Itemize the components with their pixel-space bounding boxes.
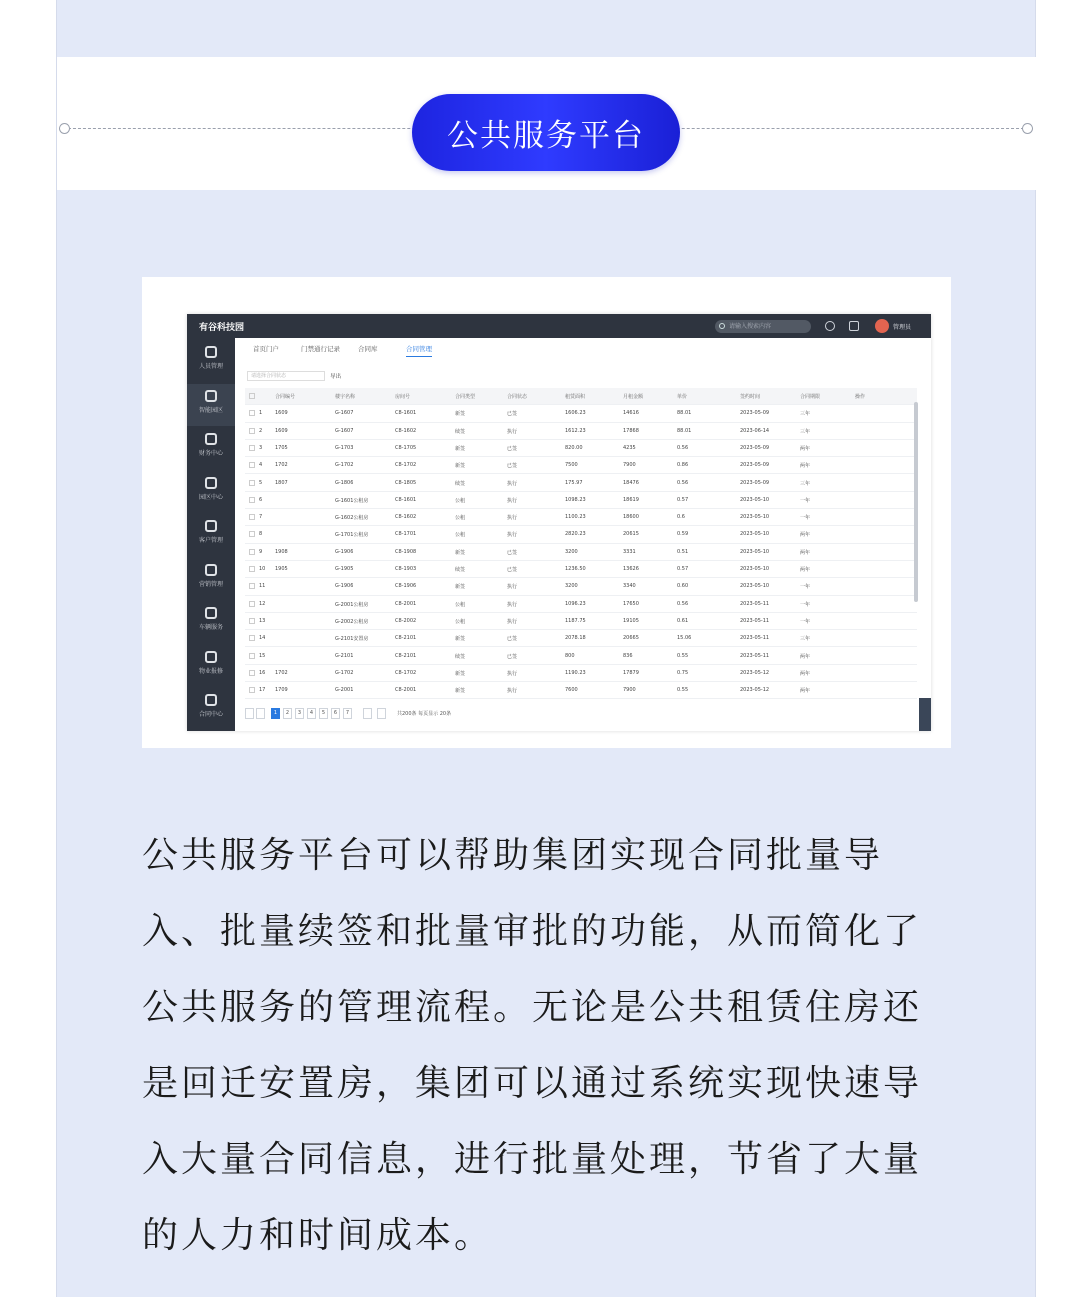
table-cell: 2023-05-12 <box>740 669 770 676</box>
table-cell: 0.60 <box>677 583 689 590</box>
table-cell: 新签 <box>455 636 466 643</box>
table-cell: C8-1602 <box>395 514 417 521</box>
page-button[interactable]: 7 <box>343 708 352 719</box>
table-cell: C8-1702 <box>395 462 417 469</box>
table-cell: 两年 <box>800 445 811 452</box>
search-icon <box>719 323 725 329</box>
table-cell: C8-2101 <box>395 635 417 642</box>
sidebar-item[interactable] <box>187 471 235 513</box>
row-index: 15 <box>259 652 266 659</box>
table-row[interactable] <box>245 665 917 682</box>
table-cell: 7500 <box>565 462 578 469</box>
row-checkbox[interactable] <box>249 583 255 589</box>
table-cell: G-1601公租房 <box>335 497 369 504</box>
table-cell: 公租 <box>455 618 466 625</box>
table-cell: 新签 <box>455 411 466 418</box>
row-checkbox[interactable] <box>249 445 255 451</box>
column-header[interactable]: 合同状态 <box>507 394 528 400</box>
table-cell: 一年 <box>800 515 811 522</box>
table-cell: G-1602公租房 <box>335 515 369 522</box>
table-cell: 3331 <box>623 548 636 555</box>
table-cell: 15.06 <box>677 635 692 642</box>
sidebar-item-label: 车辆服务 <box>198 624 223 631</box>
description-line: 公共服务的管理流程。无论是公共租赁住房还 <box>142 987 923 1028</box>
table-cell: 执行 <box>507 497 518 504</box>
column-header[interactable]: 租赁面积 <box>565 394 586 400</box>
select-all-checkbox[interactable] <box>249 393 255 399</box>
table-cell: 两年 <box>800 532 811 539</box>
row-checkbox[interactable] <box>249 635 255 641</box>
row-index: 16 <box>259 669 266 676</box>
next-page-button[interactable] <box>363 708 372 719</box>
table-cell: G-2001公租房 <box>335 601 369 608</box>
sidebar-item-label: 园区中心 <box>198 493 223 501</box>
row-index: 2 <box>259 427 263 434</box>
table-cell: G-1905 <box>335 566 354 572</box>
table-cell: 2023-06-14 <box>740 427 770 434</box>
column-header[interactable]: 合同期限 <box>800 394 821 400</box>
table-cell: 18619 <box>623 496 639 503</box>
page-button[interactable]: 6 <box>331 708 340 719</box>
table-cell: 已签 <box>507 636 518 643</box>
table-cell: 新签 <box>455 688 466 695</box>
table-cell: 1609 <box>275 427 288 434</box>
table-cell: 0.55 <box>677 652 689 659</box>
table-cell: 0.55 <box>677 687 689 694</box>
sidebar-item[interactable] <box>187 688 235 730</box>
row-index: 10 <box>259 566 266 572</box>
search-placeholder: 请输入搜索内容 <box>729 323 772 330</box>
table-cell: 2023-05-11 <box>740 635 770 642</box>
table-cell: 0.61 <box>677 617 689 624</box>
table-cell: 1709 <box>275 687 288 694</box>
row-index: 7 <box>259 514 263 521</box>
app-logo: 有谷科技园 <box>199 323 245 333</box>
table-cell: 执行 <box>507 688 518 695</box>
sidebar-item-icon <box>205 346 217 358</box>
table-cell: 2023-05-09 <box>740 444 770 451</box>
table-cell: 1098.23 <box>565 496 586 503</box>
table-cell: 2078.18 <box>565 635 586 642</box>
sidebar-item[interactable] <box>187 601 235 643</box>
sidebar-item-label: 财务中心 <box>198 450 223 457</box>
table-cell: 820.00 <box>565 444 583 451</box>
column-header[interactable]: 签约时间 <box>740 394 761 400</box>
row-index: 17 <box>259 687 266 694</box>
table-cell: 一年 <box>800 601 811 608</box>
table-cell: 2023-05-10 <box>740 583 770 590</box>
first-page-button[interactable] <box>256 708 265 719</box>
last-page-button[interactable] <box>377 708 386 719</box>
table-cell: 2023-05-09 <box>740 462 770 469</box>
table-cell: 新签 <box>455 445 466 452</box>
table-cell: 17650 <box>623 600 639 607</box>
row-checkbox[interactable] <box>249 480 255 486</box>
table-cell: 公租 <box>455 532 466 539</box>
table-row[interactable] <box>245 630 917 647</box>
avatar[interactable] <box>875 319 889 333</box>
table-cell: 20665 <box>623 635 639 642</box>
table-cell: 0.86 <box>677 462 689 469</box>
table-cell: 已签 <box>507 653 518 660</box>
table-row[interactable] <box>245 423 917 440</box>
page-button[interactable]: 1 <box>271 708 280 719</box>
fullscreen-icon[interactable] <box>849 321 859 331</box>
row-checkbox[interactable] <box>249 514 255 520</box>
table-cell: 836 <box>623 652 633 659</box>
table-cell: G-1906 <box>335 548 354 555</box>
table-cell: 7900 <box>623 462 636 469</box>
section-title-pill: 公共服务平台 <box>412 94 680 171</box>
table-cell: 执行 <box>507 428 518 435</box>
table-cell: 一年 <box>800 497 811 504</box>
table-cell: 两年 <box>800 567 811 573</box>
row-index: 1 <box>259 410 263 417</box>
table-cell: 续签 <box>455 480 466 487</box>
table-cell: 2023-05-09 <box>740 410 770 417</box>
table-row[interactable] <box>245 405 917 422</box>
column-header[interactable]: 合同类型 <box>455 394 476 400</box>
table-cell: 2023-05-10 <box>740 496 770 503</box>
table-cell: 三年 <box>800 411 811 418</box>
table-cell: 7900 <box>623 687 636 694</box>
sidebar-item-icon <box>205 433 217 445</box>
table-cell: 175.97 <box>565 479 583 486</box>
table-cell: 三年 <box>800 636 811 643</box>
table-cell: G-1806 <box>335 479 354 486</box>
table-cell: 0.56 <box>677 479 689 486</box>
table-cell: C8-1906 <box>395 583 417 590</box>
table-row[interactable] <box>245 578 917 595</box>
table-cell: 1905 <box>275 566 288 572</box>
article-page <box>56 0 1036 1297</box>
table-row[interactable] <box>245 613 917 630</box>
page-button[interactable]: 2 <box>283 708 292 719</box>
table-cell: 2023-05-11 <box>740 617 770 624</box>
sidebar-item-label: 营销管理 <box>198 580 223 588</box>
pagination-info: 共200条 每页显示 20条 <box>397 711 452 717</box>
column-header[interactable]: 单价 <box>677 394 688 400</box>
row-checkbox[interactable] <box>249 566 255 572</box>
table-cell: G-1702 <box>335 669 354 676</box>
sidebar-item[interactable] <box>187 384 235 426</box>
table-cell: G-1701公租房 <box>335 532 369 539</box>
table-cell: C8-1805 <box>395 479 417 486</box>
table-cell: 执行 <box>507 515 518 522</box>
table-cell: C8-1705 <box>395 444 417 451</box>
tab-item[interactable]: 合同库 <box>358 345 378 353</box>
table-cell: 1606.23 <box>565 410 586 417</box>
table-cell: 公租 <box>455 497 466 504</box>
table-cell: 19105 <box>623 617 639 624</box>
status-filter[interactable]: 请选择合同状态 <box>247 371 325 381</box>
table-cell: C8-2001 <box>395 687 417 694</box>
column-header[interactable]: 操作 <box>855 394 866 400</box>
column-header[interactable]: 房间号 <box>395 394 411 400</box>
table-cell: 800 <box>565 652 575 659</box>
table-cell: 14616 <box>623 410 639 417</box>
table-cell: 新签 <box>455 584 466 591</box>
table-row[interactable] <box>245 682 917 699</box>
table-cell: 执行 <box>507 480 518 487</box>
row-checkbox[interactable] <box>249 687 255 693</box>
table-cell: 1908 <box>275 548 288 555</box>
table-cell: 已签 <box>507 411 518 418</box>
column-header[interactable]: 合同编号 <box>275 394 296 400</box>
table-cell: 1807 <box>275 479 288 486</box>
sidebar-item-icon <box>205 651 217 663</box>
table-cell: G-1703 <box>335 444 354 451</box>
table-cell: 执行 <box>507 618 518 625</box>
table-cell: C8-1601 <box>395 410 417 417</box>
sidebar-item[interactable] <box>187 514 235 556</box>
table-cell: C8-1601 <box>395 496 417 503</box>
table-cell: C8-1602 <box>395 427 417 434</box>
table-cell: 新签 <box>455 549 466 556</box>
description-line: 入、批量续签和批量审批的功能，从而简化了 <box>142 911 923 952</box>
table-cell: 执行 <box>507 601 518 608</box>
table-cell: 执行 <box>507 670 518 677</box>
sidebar-item[interactable] <box>187 558 235 600</box>
row-checkbox[interactable] <box>249 497 255 503</box>
table-cell: 新签 <box>455 670 466 677</box>
table-cell: 2023-05-11 <box>740 652 770 659</box>
app-window <box>187 314 931 731</box>
table-cell: 两年 <box>800 549 811 556</box>
table-cell: 0.59 <box>677 531 689 538</box>
table-row[interactable] <box>245 440 917 457</box>
tab-item[interactable]: 门禁通行记录 <box>301 345 340 353</box>
table-cell: 已签 <box>507 567 518 573</box>
row-index: 4 <box>259 462 263 469</box>
sidebar-item[interactable] <box>187 427 235 469</box>
table-cell: 0.57 <box>677 566 689 572</box>
table-cell: 续签 <box>455 428 466 435</box>
table-cell: 7600 <box>565 687 578 694</box>
table-cell: C8-2002 <box>395 617 417 624</box>
table-cell: 2023-05-10 <box>740 548 770 555</box>
table-cell: 3340 <box>623 583 636 590</box>
table-cell: 1096.23 <box>565 600 586 607</box>
divider-right-dot <box>1022 123 1033 134</box>
table-scrollbar[interactable] <box>914 402 918 602</box>
table-row[interactable] <box>245 561 917 578</box>
column-header[interactable]: 月租金额 <box>623 394 644 400</box>
table-cell: C8-1702 <box>395 669 417 676</box>
table-cell: 4235 <box>623 444 636 451</box>
row-checkbox[interactable] <box>249 618 255 624</box>
table-cell: 0.56 <box>677 444 689 451</box>
table-cell: 三年 <box>800 480 811 487</box>
tab-item[interactable]: 合同管理 <box>406 344 432 357</box>
table-cell: 公租 <box>455 515 466 522</box>
table-cell: G-2002公租房 <box>335 618 369 625</box>
table-cell: 已签 <box>507 549 518 556</box>
table-cell: 执行 <box>507 532 518 539</box>
table-cell: 88.01 <box>677 410 692 417</box>
table-cell: 2023-05-09 <box>740 479 770 486</box>
table-cell: 0.75 <box>677 669 689 676</box>
table-cell: 已签 <box>507 463 518 470</box>
row-checkbox[interactable] <box>249 462 255 468</box>
table-cell: 20615 <box>623 531 639 538</box>
table-cell: G-1906 <box>335 583 354 590</box>
row-index: 6 <box>259 496 263 503</box>
table-row[interactable] <box>245 457 917 474</box>
table-cell: G-1607 <box>335 410 354 417</box>
table-cell: 新签 <box>455 463 466 470</box>
tab-item[interactable]: 首页门户 <box>253 345 279 353</box>
table-cell: 两年 <box>800 463 811 470</box>
table-row[interactable] <box>245 492 917 509</box>
table-cell: 0.6 <box>677 514 685 521</box>
table-cell: G-2101 <box>335 652 354 659</box>
table-cell: 1187.75 <box>565 617 586 624</box>
row-index: 3 <box>259 444 263 451</box>
table-cell: C8-1701 <box>395 531 417 538</box>
table-cell: 执行 <box>507 584 518 591</box>
description-line: 的人力和时间成本。 <box>142 1215 494 1256</box>
sidebar-item-icon <box>205 694 217 706</box>
table-cell: 0.56 <box>677 600 689 607</box>
table-cell: 2023-05-10 <box>740 566 770 572</box>
table-cell: 三年 <box>800 428 811 435</box>
row-index: 14 <box>259 635 266 642</box>
help-icon[interactable] <box>825 321 835 331</box>
row-index: 12 <box>259 600 266 607</box>
row-checkbox[interactable] <box>249 410 255 416</box>
table-cell: 续签 <box>455 653 466 660</box>
search-input[interactable] <box>715 320 811 333</box>
row-index: 5 <box>259 479 263 486</box>
table-cell: 两年 <box>800 670 811 677</box>
table-cell: 已签 <box>507 445 518 452</box>
table-cell: 1702 <box>275 669 288 676</box>
table-row[interactable] <box>245 509 917 526</box>
sidebar-item-icon <box>205 477 217 489</box>
table-cell: C8-2101 <box>395 652 417 659</box>
table-cell: 1609 <box>275 410 288 417</box>
table-cell: 一年 <box>800 584 811 591</box>
table-cell: 17879 <box>623 669 639 676</box>
table-cell: C8-1903 <box>395 566 417 572</box>
table-cell: 0.51 <box>677 548 689 555</box>
row-index: 9 <box>259 548 263 555</box>
divider-left-dot <box>59 123 70 134</box>
table-cell: 17868 <box>623 427 639 434</box>
prev-page-button[interactable] <box>245 708 254 719</box>
sidebar-item-icon <box>205 520 217 532</box>
table-cell: 2023-05-12 <box>740 687 770 694</box>
sidebar-item-label: 合同中心 <box>198 711 223 718</box>
table-cell: 1236.50 <box>565 566 586 572</box>
row-checkbox[interactable] <box>249 428 255 434</box>
table-cell: 1705 <box>275 444 288 451</box>
table-cell: 续签 <box>455 567 466 573</box>
sidebar-item-label: 物业报修 <box>198 667 223 675</box>
platform-screenshot <box>142 277 951 748</box>
sidebar-item[interactable] <box>187 340 235 382</box>
floating-side-button[interactable] <box>919 698 931 731</box>
table-cell: C8-1908 <box>395 548 417 555</box>
description-line: 入大量合同信息，进行批量处理，节省了大量 <box>142 1139 923 1180</box>
table-cell: 0.57 <box>677 496 689 503</box>
page-button[interactable]: 4 <box>307 708 316 719</box>
row-checkbox[interactable] <box>249 670 255 676</box>
table-cell: G-1607 <box>335 427 354 434</box>
description-line: 是回迁安置房，集团可以通过系统实现快速导 <box>142 1063 923 1104</box>
table-cell: 88.01 <box>677 427 692 434</box>
table-cell: 两年 <box>800 653 811 660</box>
table-cell: 2023-05-11 <box>740 600 770 607</box>
sidebar-item[interactable] <box>187 645 235 687</box>
row-checkbox[interactable] <box>249 531 255 537</box>
page-button[interactable]: 5 <box>319 708 328 719</box>
row-checkbox[interactable] <box>249 601 255 607</box>
user-name[interactable]: 管理员 <box>893 324 912 331</box>
table-cell: 1100.23 <box>565 514 586 521</box>
table-cell: 公租 <box>455 601 466 608</box>
table-row[interactable] <box>245 475 917 492</box>
row-index: 13 <box>259 617 266 624</box>
table-cell: 2023-05-10 <box>740 514 770 521</box>
table-row[interactable] <box>245 648 917 665</box>
table-header <box>245 388 917 405</box>
row-index: 11 <box>259 583 266 590</box>
row-index: 8 <box>259 531 263 538</box>
app-topbar <box>187 314 931 338</box>
table-cell: 3200 <box>565 548 578 555</box>
description-line: 公共服务平台可以帮助集团实现合同批量导 <box>142 835 884 876</box>
table-cell: G-2001 <box>335 687 354 694</box>
table-cell: C8-2001 <box>395 600 417 607</box>
sidebar-item-label: 客户管理 <box>198 537 223 544</box>
table-cell: 2023-05-10 <box>740 531 770 538</box>
table-cell: 13626 <box>623 566 639 572</box>
description-paragraph <box>142 818 954 1274</box>
sidebar-item-label: 智能园区 <box>198 406 223 414</box>
row-checkbox[interactable] <box>249 653 255 659</box>
table-cell: G-1702 <box>335 462 354 469</box>
table-row[interactable] <box>245 596 917 613</box>
table-cell: 1190.23 <box>565 669 586 676</box>
row-checkbox[interactable] <box>249 549 255 555</box>
table-cell: 18600 <box>623 514 639 521</box>
table-cell: 两年 <box>800 688 811 695</box>
sidebar-item-label: 人员管理 <box>198 363 223 370</box>
table-cell: 3200 <box>565 583 578 590</box>
table-row[interactable] <box>245 544 917 561</box>
page-button[interactable]: 3 <box>295 708 304 719</box>
table-cell: 1702 <box>275 462 288 469</box>
table-row[interactable] <box>245 526 917 543</box>
sidebar-item-icon <box>205 607 217 619</box>
sidebar-item-icon <box>205 390 217 402</box>
table-cell: G-2101安置房 <box>335 636 369 643</box>
sidebar-item-icon <box>205 564 217 576</box>
sidebar <box>187 338 235 731</box>
table-cell: 18476 <box>623 479 639 486</box>
table-cell: 一年 <box>800 618 811 625</box>
table-cell: 2820.23 <box>565 531 586 538</box>
export-button[interactable]: 导出 <box>330 374 342 380</box>
table-cell: 1612.23 <box>565 427 586 434</box>
column-header[interactable]: 楼宇名称 <box>335 394 356 400</box>
